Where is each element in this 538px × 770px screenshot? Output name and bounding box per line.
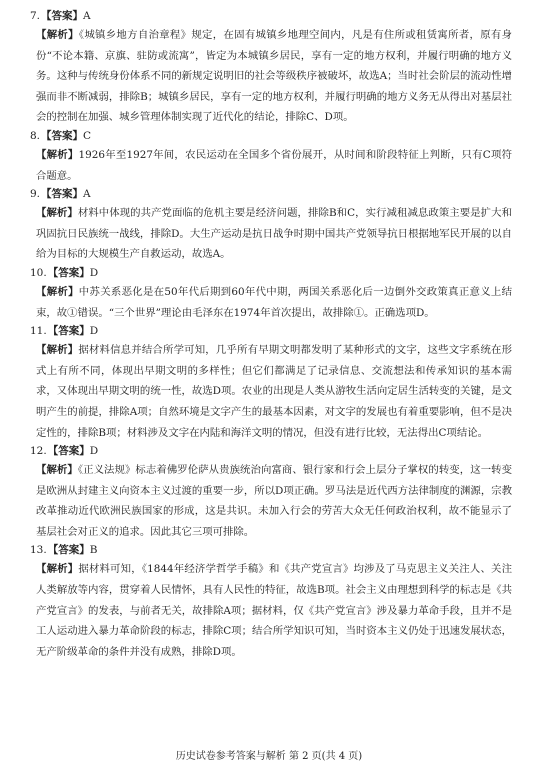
answer-tag: 【答案】 (47, 445, 90, 458)
answer-tag: 【答案】 (47, 266, 90, 279)
answer-line (30, 128, 512, 145)
question-number: 8. (30, 129, 41, 142)
answer-value: D (89, 445, 99, 458)
explanation (30, 203, 512, 265)
answer-line (30, 542, 512, 559)
explanation-tag: 【解析】 (36, 207, 78, 220)
answer-value: D (89, 325, 99, 338)
explanation-text: 据材料信息并结合所学可知，几乎所有早期文明都发明了某种形式的文字，这些文字系统在形式上有所不同，体现出早期文明的多样性；但它们都满足了记录信息、交流想法和传承知识的基本需求，又体现出早期文明的统一性，故选D项。农业的出现是人类从游牧生活向定居生活转变的关键，是文明产生的前提，排除A项；自然环境是文字产生的最基本因素，对文字的发展也有着重要影响，但不是决定性的，排除B项；材料涉及文字在内陆和海洋文明的情况，但没有进行比较，无法得出C项结论。 (36, 344, 512, 439)
answer-line (30, 323, 512, 340)
question-number: 12. (30, 445, 47, 458)
question-9 (30, 186, 512, 265)
answer-value: D (89, 266, 99, 279)
answer-tag: 【答案】 (41, 10, 84, 22)
answer-value: A (83, 188, 91, 201)
answer-tag: 【答案】 (47, 544, 90, 557)
explanation-tag: 【解析】 (36, 285, 79, 298)
explanation (30, 25, 512, 128)
explanation-text: 据材料可知，《1844年经济学哲学手稿》和《共产党宣言》均涉及了马克思主义关注人、关注人类解放等内容，贯穿着人民情怀，具有人民性的特征，故选B项。社会主义由理想到科学的标志是《共产党宣言》的发表，与前者无关，故排除A项；据材料，仅《共产党宣言》涉及暴力革命手段，且并不是工人运动进入暴力革命阶段的标志，排除C项；结合所学知识可知，当时资本主义仍处于迅速发展状态，无产阶级革命的条件并没有成熟，排除D项。 (36, 563, 512, 658)
question-13 (30, 542, 512, 662)
explanation-text: 中苏关系恶化是在50年代后期到60年代中期，两国关系恶化后一边倒外交政策真正意义上结束，故①错误。“三个世界”理论由毛泽东在1974年首次提出，故排除①。正确选项D。 (36, 285, 512, 319)
explanation (30, 559, 512, 662)
question-12 (30, 443, 512, 542)
question-number: 9. (30, 188, 41, 201)
explanation-text: 1926年至1927年间，农民运动在全国多个省份展开，从时间和阶段特征上判断，只有C项符合题意。 (36, 148, 512, 182)
explanation-tag: 【解析】 (36, 464, 78, 477)
question-number: 11. (30, 325, 47, 338)
explanation-tag: 【解析】 (36, 29, 79, 41)
explanation-text: 《正义法规》标志着佛罗伦萨从贵族统治向富商、银行家和行会上层分子掌权的转变，这一转变是欧洲从封建主义向资本主义过渡的重要一步，所以D项正确。罗马法是近代西方法律制度的渊源，宗教改革推动近代欧洲民族国家的形成，这是共识。未加入行会的劳苦大众无任何政治权利，故不能显示了基层社会对正义的追求。因此其它三项可排除。 (36, 464, 513, 538)
answer-tag: 【答案】 (47, 325, 90, 338)
answer-line (30, 443, 512, 460)
answer-line (30, 8, 512, 25)
explanation (30, 460, 512, 542)
explanation (30, 282, 512, 323)
question-11 (30, 323, 512, 443)
question-number: 10. (30, 266, 47, 279)
page-footer: 历史试卷参考答案与解析 第 2 页(共 4 页) (175, 751, 363, 762)
question-number: 13. (30, 544, 47, 557)
explanation-tag: 【解析】 (36, 344, 79, 357)
explanation-text: 材料中体现的共产党面临的危机主要是经济问题，排除B和C，实行减租减息政策主要是扩大和巩固抗日民族统一战线，排除D。大生产运动是抗日战争时期中国共产党领导抗日根据地军民开展的以自给为目标的大规模生产自救运动，故选A。 (36, 207, 512, 261)
answer-tag: 【答案】 (41, 188, 84, 201)
answer-line (30, 186, 512, 203)
explanation (30, 145, 512, 186)
answer-value: B (89, 544, 98, 557)
answer-value: A (83, 10, 91, 22)
explanation-text: 《城镇乡地方自治章程》规定，在固有城镇乡地理空间内，凡是有住所或租赁寓所者，原有身份“不论本籍、京旗、驻防或流寓”，皆定为本城镇乡居民，享有一定的地方权利，并履行明确的地方义务。这种与传统身份体系不同的新规定说明旧的社会等级秩序被破坏，故选A；当时社会阶层的流动性增强而非不断减弱，排除B；城镇乡居民，享有一定的地方权利，并履行明确的地方义务无从得出对基层社会的控制在加强、城乡管理体制实现了近代化的结论，排除C、D项。 (36, 29, 513, 124)
explanation-tag: 【解析】 (36, 563, 79, 576)
question-8 (30, 128, 512, 186)
explanation (30, 340, 512, 443)
answer-tag: 【答案】 (41, 129, 84, 142)
question-number: 7. (30, 10, 41, 22)
answer-line (30, 265, 512, 282)
explanation-tag: 【解析】 (36, 148, 79, 161)
question-7 (30, 8, 512, 128)
question-10 (30, 265, 512, 323)
answer-value: C (83, 129, 92, 142)
